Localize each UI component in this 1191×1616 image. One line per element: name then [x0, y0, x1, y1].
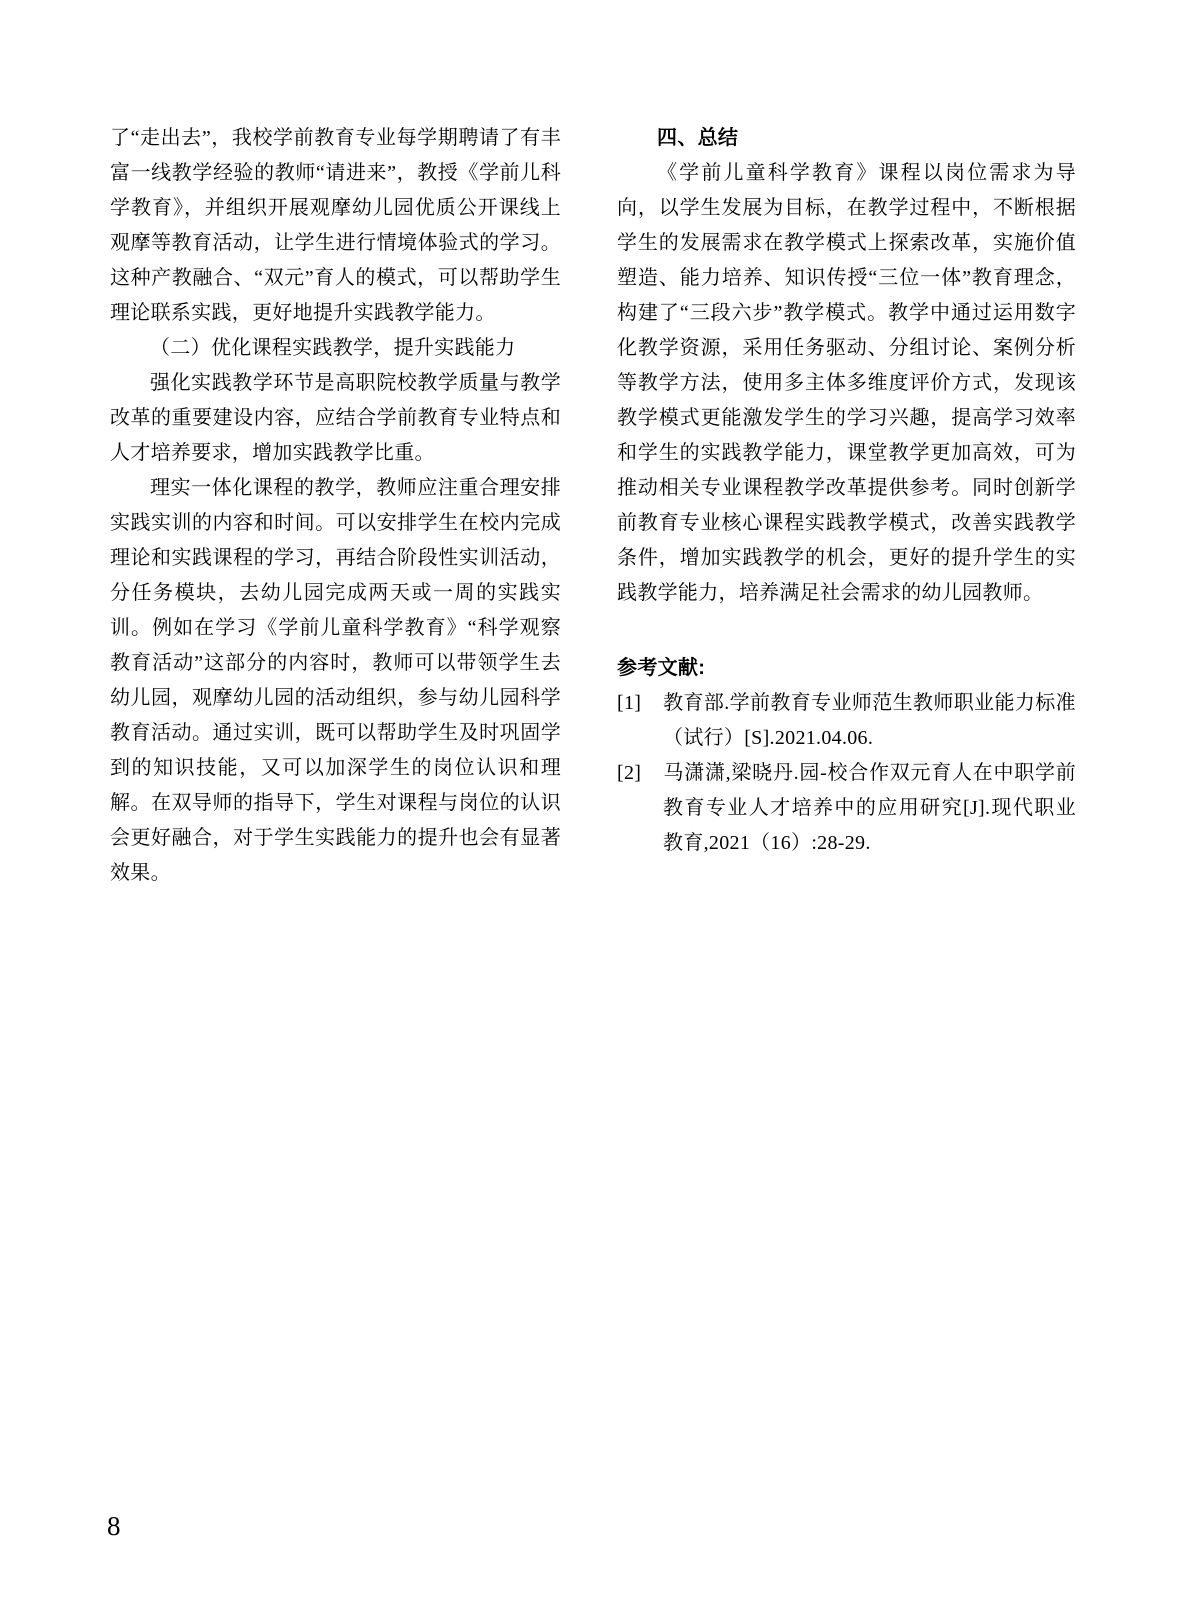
reference-text: 教育部.学前教育专业师范生教师职业能力标准（试行）[S].2021.04.06.	[663, 692, 1076, 749]
section-heading: 四、总结	[657, 127, 739, 149]
reference-text: 马潇潇,梁晓丹.园-校合作双元育人在中职学前教育专业人才培养中的应用研究[J].现代职业教育,2021（16）:28-29.	[663, 762, 1076, 854]
page-number: 8	[107, 1511, 121, 1541]
reference-item	[617, 686, 1076, 756]
references-title: 参考文献:	[617, 657, 706, 679]
continuation-paragraph: 了“走出去”，我校学前教育专业每学期聘请了有丰富一线教学经验的教师“请进来”，教授《学前儿科学教育》，并组织开展观摩幼儿园优质公开课线上观摩等教育活动，让学生进行情境体验式的学习。这种产教融合、“双元”育人的模式，可以帮助学生理论联系实践，更好地提升实践教学能力。	[110, 127, 562, 324]
section-subheading: （二）优化课程实践教学，提升实践能力	[150, 337, 516, 359]
references-section	[617, 651, 1076, 861]
summary-paragraph: 《学前儿童科学教育》课程以岗位需求为导向，以学生发展为目标，在教学过程中，不断根据学生的发展需求在教学模式上探索改革，实施价值塑造、能力培养、知识传授“三位一体”教育理念，构建了“三段六步”教学模式。教学中通过运用数字化教学资源，采用任务驱动、分组讨论、案例分析等教学方法，使用多主体多维度评价方式，发现该教学模式更能激发学生的学习兴趣，提高学习效率和学生的实践教学能力，课堂教学更加高效，可为推动相关专业课程教学改革提供参考。同时创新学前教育专业核心课程实践教学模式，改善实践教学条件，增加实践教学的机会，更好的提升学生的实践教学能力，培养满足社会需求的幼儿园教师。	[617, 162, 1076, 604]
right-column	[617, 121, 1076, 891]
two-column-layout	[110, 121, 1076, 891]
paragraph: 理实一体化课程的教学，教师应注重合理安排实践实训的内容和时间。可以安排学生在校内完成理论和实践课程的学习，再结合阶段性实训活动，分任务模块，去幼儿园完成两天或一周的实践实训。例如在学习《学前儿童科学教育》“科学观察教育活动”这部分的内容时，教师可以带领学生去幼儿园，观摩幼儿园的活动组织，参与幼儿园科学教育活动。通过实训，既可以帮助学生及时巩固学到的知识技能，又可以加深学生的岗位认识和理解。在双导师的指导下，学生对课程与岗位的认识会更好融合，对于学生实践能力的提升也会有显著效果。	[110, 477, 562, 884]
reference-marker: [1]	[617, 692, 642, 714]
reference-marker: [2]	[617, 762, 642, 784]
left-column	[110, 121, 561, 891]
paragraph: 强化实践教学环节是高职院校教学质量与教学改革的重要建设内容，应结合学前教育专业特点和人才培养要求，增加实践教学比重。	[110, 372, 562, 464]
reference-item	[617, 756, 1076, 861]
